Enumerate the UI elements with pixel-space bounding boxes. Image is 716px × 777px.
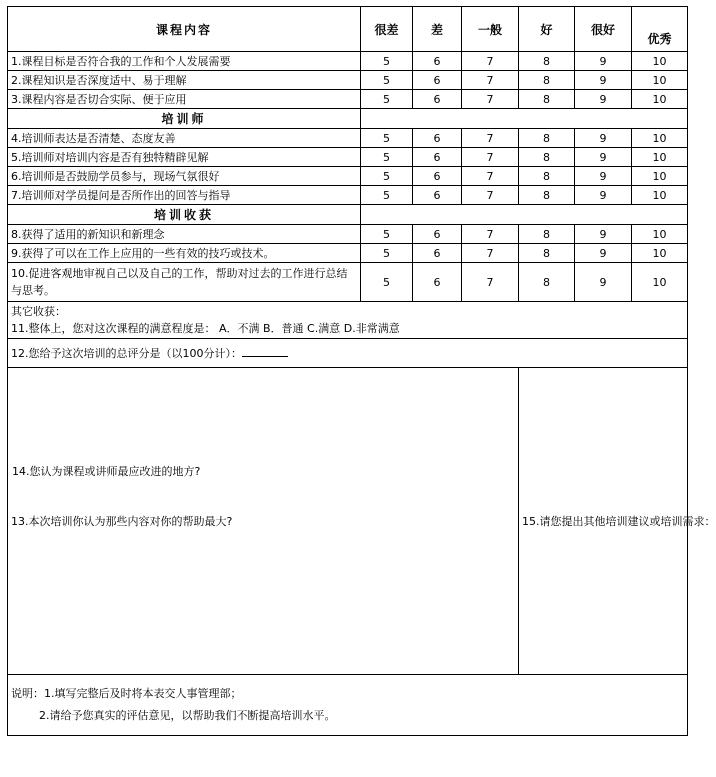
question-7: 7.培训师对学员提问是否所作出的回答与指导 — [8, 186, 361, 205]
score-option[interactable]: 9 — [575, 90, 632, 109]
header-rating-average: 一般 — [462, 7, 519, 52]
score-option[interactable]: 7 — [462, 148, 519, 167]
score-option[interactable]: 10 — [632, 148, 688, 167]
overall-score-row — [8, 339, 688, 368]
score-option[interactable]: 7 — [462, 71, 519, 90]
score-option[interactable]: 7 — [462, 186, 519, 205]
open-questions-right[interactable] — [519, 368, 716, 675]
score-option[interactable]: 9 — [575, 71, 632, 90]
section-title-gains: 培训收获 — [8, 205, 361, 225]
score-option[interactable]: 9 — [575, 129, 632, 148]
score-option[interactable]: 7 — [462, 244, 519, 263]
note-line-2: 2.请给予您真实的评估意见，以帮助我们不断提高培训水平。 — [39, 709, 336, 722]
question-14: 14.您认为课程或讲师最应改进的地方? — [12, 465, 201, 478]
score-option[interactable]: 8 — [519, 71, 575, 90]
question-4: 4.培训师表达是否清楚、态度友善 — [8, 129, 361, 148]
table-row — [8, 167, 688, 186]
score-option[interactable]: 9 — [575, 263, 632, 302]
section-spacer — [361, 109, 688, 129]
table-row — [8, 71, 688, 90]
score-option[interactable]: 10 — [632, 71, 688, 90]
score-option[interactable]: 7 — [462, 225, 519, 244]
open-questions-left[interactable] — [8, 368, 519, 675]
score-option[interactable]: 6 — [413, 71, 462, 90]
table-row — [8, 52, 688, 71]
score-option[interactable]: 5 — [361, 129, 413, 148]
score-option[interactable]: 5 — [361, 71, 413, 90]
header-rating-very-poor: 很差 — [361, 7, 413, 52]
notes-row — [8, 675, 688, 736]
header-rating-excellent: 优秀 — [632, 7, 688, 52]
score-option[interactable]: 5 — [361, 263, 413, 302]
score-option[interactable]: 10 — [632, 167, 688, 186]
score-option[interactable]: 8 — [519, 52, 575, 71]
table-row — [8, 186, 688, 205]
table-row — [8, 148, 688, 167]
score-option[interactable]: 9 — [575, 148, 632, 167]
question-13: 13.本次培训你认为那些内容对你的帮助最大? — [11, 515, 233, 528]
table-row — [8, 263, 688, 302]
score-option[interactable]: 6 — [413, 148, 462, 167]
other-gains-cell[interactable] — [8, 302, 688, 339]
score-option[interactable]: 10 — [632, 186, 688, 205]
question-9: 9.获得了可以在工作上应用的一些有效的技巧或技术。 — [8, 244, 361, 263]
notes-cell — [8, 675, 688, 736]
score-option[interactable]: 9 — [575, 52, 632, 71]
score-option[interactable]: 9 — [575, 186, 632, 205]
score-option[interactable]: 8 — [519, 90, 575, 109]
table-row — [8, 129, 688, 148]
score-option[interactable]: 6 — [413, 90, 462, 109]
question-6: 6.培训师是否鼓励学员参与，现场气氛很好 — [8, 167, 361, 186]
score-option[interactable]: 6 — [413, 129, 462, 148]
score-option[interactable]: 10 — [632, 129, 688, 148]
satisfaction-question: 11.整体上，您对这次课程的满意程度是： A．不满 B．普通 C.满意 D.非常满意 — [11, 322, 400, 335]
score-option[interactable]: 7 — [462, 52, 519, 71]
question-8: 8.获得了适用的新知识和新理念 — [8, 225, 361, 244]
table-row — [8, 225, 688, 244]
score-option[interactable]: 6 — [413, 263, 462, 302]
score-option[interactable]: 10 — [632, 225, 688, 244]
score-option[interactable]: 7 — [462, 129, 519, 148]
score-option[interactable]: 9 — [575, 225, 632, 244]
score-option[interactable]: 8 — [519, 186, 575, 205]
header-row — [8, 7, 688, 52]
table-row — [8, 90, 688, 109]
score-option[interactable]: 6 — [413, 225, 462, 244]
question-5: 5.培训师对培训内容是否有独特精辟见解 — [8, 148, 361, 167]
score-option[interactable]: 6 — [413, 186, 462, 205]
score-option[interactable]: 8 — [519, 167, 575, 186]
score-option[interactable]: 10 — [632, 263, 688, 302]
header-course-content: 课程内容 — [8, 7, 361, 52]
section-title-trainer: 培训师 — [8, 109, 361, 129]
question-15: 15.请您提出其他培训建议或培训需求： — [522, 515, 716, 528]
section-row-gains — [8, 205, 688, 225]
score-option[interactable]: 8 — [519, 129, 575, 148]
other-gains-row — [8, 302, 688, 339]
question-2: 2.课程知识是否深度适中、易于理解 — [8, 71, 361, 90]
score-option[interactable]: 9 — [575, 244, 632, 263]
score-option[interactable]: 7 — [462, 167, 519, 186]
score-option[interactable]: 5 — [361, 52, 413, 71]
score-option[interactable]: 7 — [462, 263, 519, 302]
question-3: 3.课程内容是否切合实际、便于应用 — [8, 90, 361, 109]
score-option[interactable]: 7 — [462, 90, 519, 109]
evaluation-table — [7, 6, 716, 736]
score-option[interactable]: 5 — [361, 148, 413, 167]
overall-score-question: 12.您给予这次培训的总评分是（以100分计）： — [11, 347, 242, 360]
score-option[interactable]: 8 — [519, 225, 575, 244]
header-rating-good: 好 — [519, 7, 575, 52]
score-option[interactable]: 6 — [413, 52, 462, 71]
header-rating-poor: 差 — [413, 7, 462, 52]
score-option[interactable]: 5 — [361, 186, 413, 205]
score-option[interactable]: 8 — [519, 148, 575, 167]
section-spacer — [361, 205, 688, 225]
score-option[interactable]: 6 — [413, 244, 462, 263]
score-option[interactable]: 9 — [575, 167, 632, 186]
score-option[interactable]: 5 — [361, 90, 413, 109]
score-option[interactable]: 10 — [632, 90, 688, 109]
overall-score-blank[interactable] — [242, 345, 288, 357]
score-option[interactable]: 10 — [632, 244, 688, 263]
score-option[interactable]: 5 — [361, 225, 413, 244]
question-10: 10.促进客观地审视自己以及自己的工作，帮助对过去的工作进行总结与思考。 — [8, 263, 361, 302]
section-row-trainer — [8, 109, 688, 129]
score-option[interactable]: 8 — [519, 263, 575, 302]
note-line-1: 说明：1.填写完整后及时将本表交人事管理部； — [11, 687, 242, 700]
header-rating-very-good: 很好 — [575, 7, 632, 52]
other-gains-label: 其它收获： — [11, 305, 66, 318]
score-option[interactable]: 6 — [413, 167, 462, 186]
score-option[interactable]: 8 — [519, 244, 575, 263]
open-questions-row — [8, 368, 688, 675]
score-option[interactable]: 10 — [632, 52, 688, 71]
score-option[interactable]: 5 — [361, 244, 413, 263]
table-row — [8, 244, 688, 263]
score-option[interactable]: 5 — [361, 167, 413, 186]
question-1: 1.课程目标是否符合我的工作和个人发展需要 — [8, 52, 361, 71]
